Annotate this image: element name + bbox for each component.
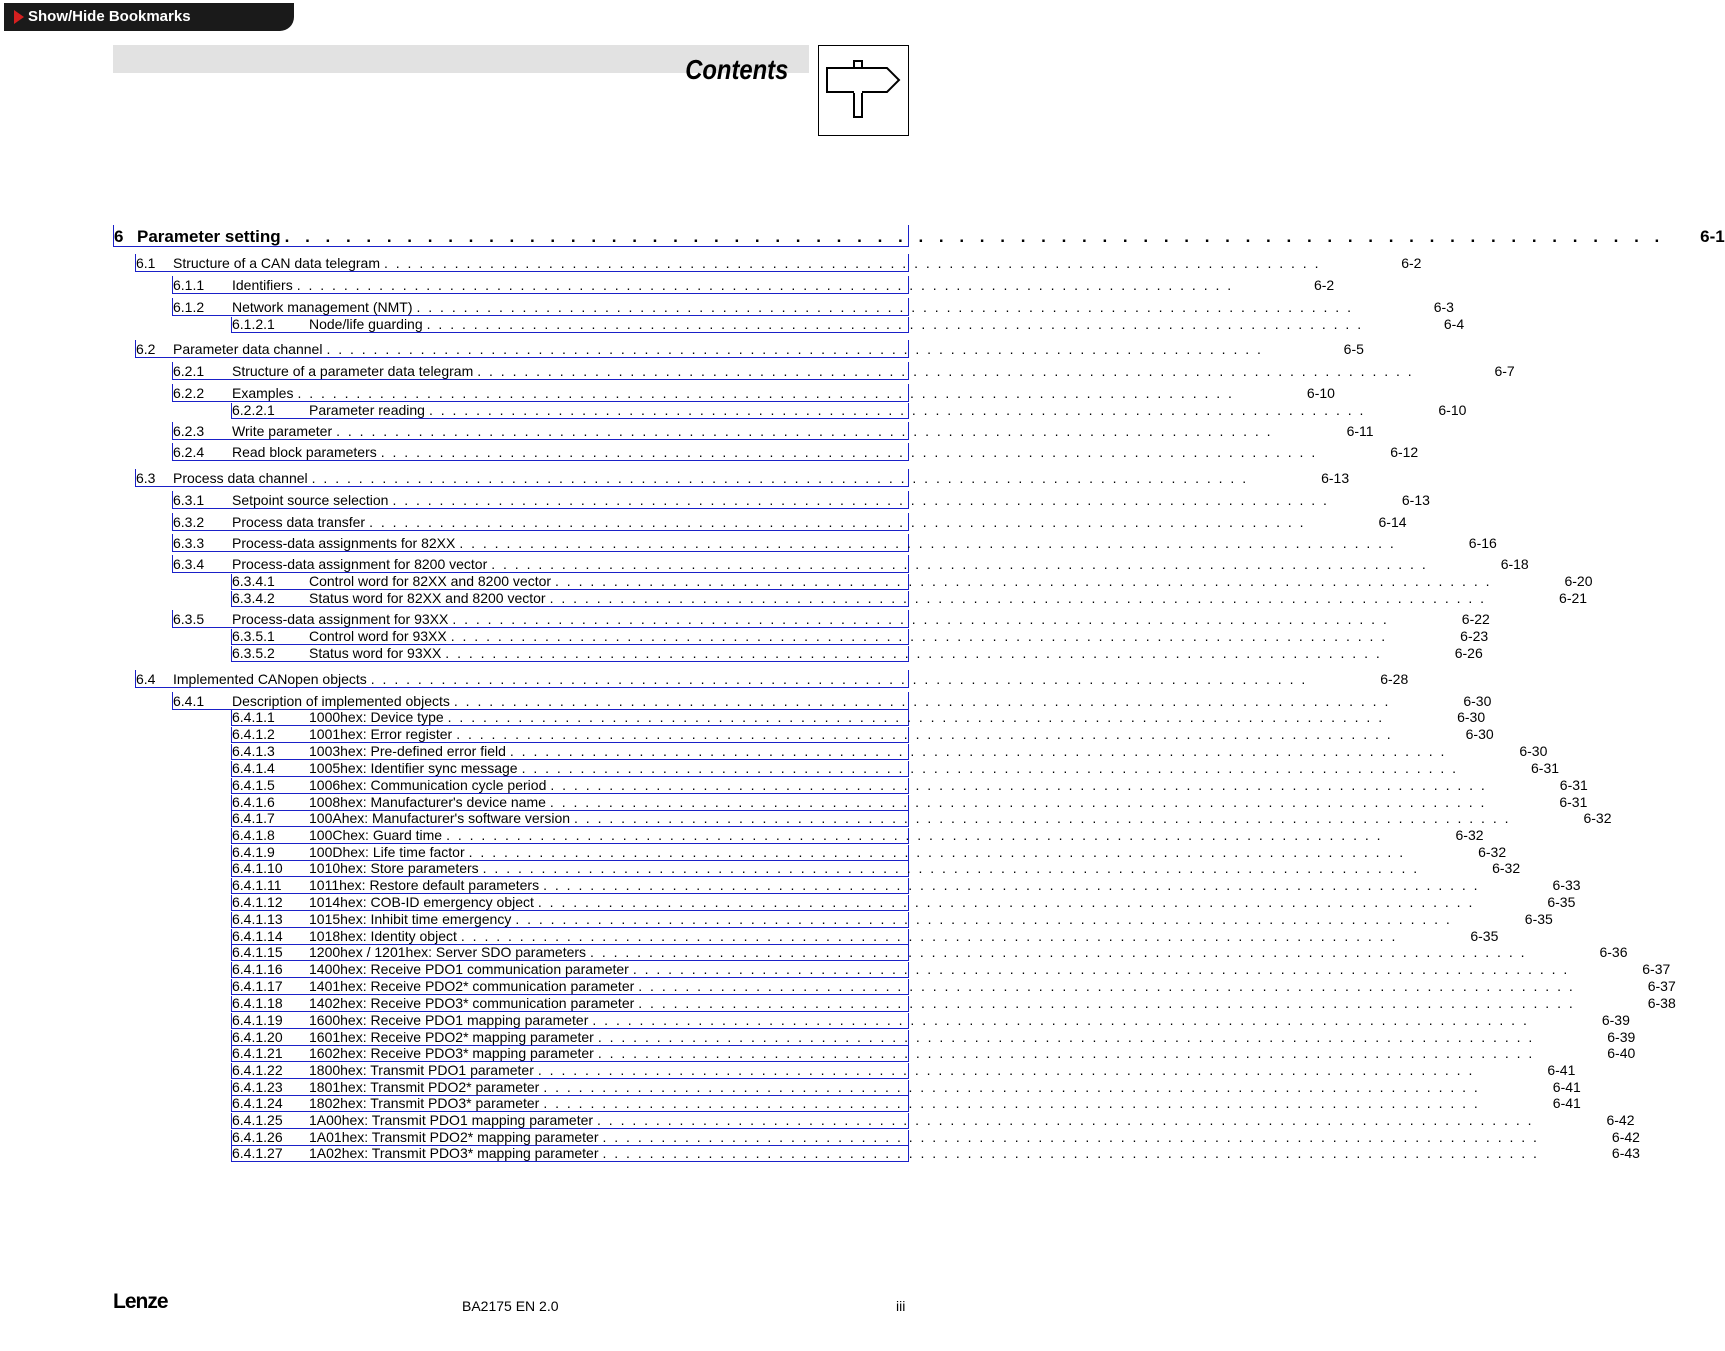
toc-dot-leader: . . . . . . . . . . . . . . . . . . . . . . . . . . . . . . . . . . . . . . . . . . . . . . . . . . . . . . . . . . . . . . . . . . . . . . . . . . . . . . . . (297, 385, 1234, 401)
toc-entry-page: 6-35 (1547, 894, 1576, 910)
toc-entry-title: Process-data assignment for 93XX (232, 611, 449, 627)
toc-entry-number: 6.4 (136, 671, 156, 687)
toc-entry-link[interactable] (172, 534, 1497, 552)
toc-dot-leader: . . . . . . . . . . . . . . . . . . . . . . . . . . . . . . . . . . . . . . . . . . . . . . . . . . . . . . . . . . . . . . . . . . . . . . . . . . . . . . . . (590, 944, 1527, 960)
toc-entry-link[interactable] (231, 1045, 1636, 1062)
toc-entry-title: Status word for 82XX and 8200 vector (309, 590, 546, 606)
toc-chapter-link[interactable] (113, 225, 1725, 247)
page-number: iii (896, 1298, 906, 1314)
toc-entry-number: 6.2 (136, 341, 156, 357)
toc-entry-number: 6.4.1.27 (232, 1145, 283, 1161)
toc-entry-page: 6-42 (1611, 1129, 1640, 1145)
toc-dot-leader: . . . . . . . . . . . . . . . . . . . . . . . . . . . . . . . . . . . . . . . . . . . . . . . . . . . . . . . . . . . . . . . . . . . . . . . . . . . . . . . . (592, 1012, 1529, 1028)
toc-dot-leader: . . . . . . . . . . . . . . . . . . . . . . . . . . . . . . . . . . . . . . . . . . . . . . . . . . . . . . . . . . . . . . . . . . . . . . . . . . . . . . . . (460, 928, 1398, 944)
toc-entry-number: 6.2.3 (173, 423, 205, 439)
toc-entry-title: 1A01hex: Transmit PDO2* mapping parameter (309, 1129, 599, 1145)
toc-entry-number: 6.3.5 (173, 611, 205, 627)
toc-entry-link[interactable] (231, 1129, 1640, 1146)
toc-dot-leader: . . . . . . . . . . . . . . . . . . . . . . . . . . . . . . . . . . . . . . . . . . . . . . . . . . . . . . . . . . . . . . . . . . . . . . . . . . . . . . . . (549, 590, 1487, 606)
toc-entry-page: 6-37 (1647, 978, 1676, 994)
toc-chapter-title: Parameter setting (137, 227, 281, 246)
toc-entry-number: 6.3.4.2 (232, 590, 275, 606)
toc-entry-number: 6.4.1.9 (232, 844, 275, 860)
toc-entry-title: 1400hex: Receive PDO1 communication parameter (309, 961, 629, 977)
toc-entry-title: 1006hex: Communication cycle period (309, 777, 547, 793)
toc-entry-title: Process-data assignments for 82XX (232, 535, 456, 551)
toc-entry-number: 6.4.1.21 (232, 1045, 283, 1061)
toc-entry-link[interactable] (231, 978, 1676, 995)
toc-entry-title: 100Dhex: Life time factor (309, 844, 465, 860)
toc-dot-leader: . . . . . . . . . . . . . . . . . . . . . . . . . . . . . . . . . . . . . . . . . . . . . . . . . . . . . . . . . . . . . . . . . . . . . . . . . . . . . . . . (447, 709, 1385, 725)
toc-entry-page: 6-3 (1433, 299, 1454, 315)
toc-entry-title: 1014hex: COB-ID emergency object (309, 894, 534, 910)
toc-entry-link[interactable] (231, 928, 1499, 945)
triangle-right-icon (14, 10, 24, 24)
toc-entry-link[interactable] (231, 894, 1576, 911)
toc-entry-title: 1A00hex: Transmit PDO1 mapping parameter (309, 1112, 594, 1128)
toc-dot-leader: . . . . . . . . . . . . . . . . . . . . . . . . . . . . . . . . . . . . . . . . . . . . . . . . . . . . . . . . . . . . . . . . . . . . . . . . . . . . . . . . (574, 810, 1511, 826)
toc-entry-page: 6-30 (1463, 693, 1492, 709)
toc-entry-number: 6.4.1 (173, 693, 205, 709)
toc-dot-leader: . . . . . . . . . . . . . . . . . . . . . . . . . . . . . . . . . . . . . . . . . . . . . . . . . . . . . . . . . . . . . . . . . . . . . . . . . . . . . . . . (326, 341, 1263, 357)
toc-entry-number: 6.4.1.5 (232, 777, 275, 793)
toc-entry-number: 6.4.1.12 (232, 894, 283, 910)
toc-entry-link[interactable] (231, 573, 1593, 590)
toc-entry-page: 6-16 (1468, 535, 1497, 551)
toc-entry-number: 6.4.1.23 (232, 1079, 283, 1095)
toc-entry-page: 6-13 (1321, 470, 1350, 486)
toc-entry-number: 6.2.2 (173, 385, 205, 401)
toc-entry-title: 1800hex: Transmit PDO1 parameter (309, 1062, 534, 1078)
toc-chapter-page: 6-1 (1700, 227, 1725, 246)
toc-entry-number: 6.4.1.1 (232, 709, 275, 725)
toc-entry-page: 6-40 (1607, 1045, 1636, 1061)
toc-entry-link[interactable] (231, 794, 1588, 811)
toc-entry-title: 1000hex: Device type (309, 709, 444, 725)
toc-entry-number: 6.2.2.1 (232, 402, 275, 418)
toc-entry-link[interactable] (231, 995, 1676, 1012)
toc-dot-leader: . . . . . . . . . . . . . . . . . . . . . . . . . . . . . . . . . . . . . . . . . . . . . . . . . . . . . . . . . . . . . . . . . . . . . . . . . . . . . . . . (515, 911, 1452, 927)
toc-entry-page: 6-13 (1401, 492, 1430, 508)
toc-entry-link[interactable] (135, 469, 1350, 487)
toc-dot-leader: . . . . . . . . . . . . . . . . . . . . . . . . . . . . . . . . . . . . . . . . . . . . . . . . . . . . . . . . . . . . . . . . . . . . (284, 227, 1665, 246)
toc-entry-link[interactable] (231, 877, 1581, 894)
toc-entry-title: 1200hex / 1201hex: Server SDO parameters (309, 944, 587, 960)
toc-entry-title: 1401hex: Receive PDO2* communication parameter (309, 978, 635, 994)
toc-entry-number: 6.4.1.13 (232, 911, 283, 927)
toc-entry-number: 6.3.4.1 (232, 573, 275, 589)
toc-dot-leader: . . . . . . . . . . . . . . . . . . . . . . . . . . . . . . . . . . . . . . . . . . . . . . . . . . . . . . . . . . . . . . . . . . . . . . . . . . . . . . . . (543, 1079, 1480, 1095)
toc-dot-leader: . . . . . . . . . . . . . . . . . . . . . . . . . . . . . . . . . . . . . . . . . . . . . . . . . . . . . . . . . . . . . . . . . . . . . . . . . . . . . . . . (311, 470, 1249, 486)
toc-entry-title: Parameter reading (309, 402, 425, 418)
toc-entry-number: 6.1.1 (173, 277, 205, 293)
toc-entry-page: 6-39 (1601, 1012, 1630, 1028)
toc-entry-number: 6.4.1.4 (232, 760, 275, 776)
toc-entry-number: 6.3.3 (173, 535, 205, 551)
toc-entry-page: 6-10 (1306, 385, 1335, 401)
toc-dot-leader: . . . . . . . . . . . . . . . . . . . . . . . . . . . . . . . . . . . . . . . . . . . . . . . . . . . . . . . . . . . . . . . . . . . . . . . . . . . . . . . . (384, 255, 1321, 271)
toc-entry-page: 6-22 (1461, 611, 1490, 627)
toc-entry-title: Read block parameters (232, 444, 377, 460)
toc-entry-link[interactable] (231, 1062, 1576, 1079)
toc-entry-number: 6.4.1.15 (232, 944, 283, 960)
toc-entry-page: 6-11 (1346, 423, 1374, 439)
toc-entry-number: 6.1 (136, 255, 156, 271)
toc-entry-title: 1003hex: Pre-defined error field (309, 743, 506, 759)
toc-entry-title: Control word for 82XX and 8200 vector (309, 573, 552, 589)
toc-entry-link[interactable] (172, 298, 1454, 316)
toc-entry-link[interactable] (172, 362, 1515, 380)
toc-entry-number: 6.4.1.18 (232, 995, 283, 1011)
toc-dot-leader: . . . . . . . . . . . . . . . . . . . . . . . . . . . . . . . . . . . . . . . . . . . . . . . . . . . . . . . . . . . . . . . . . . . . . . . . . . . . . . . . (537, 894, 1475, 910)
toc-entry-link[interactable] (231, 1079, 1581, 1096)
toc-entry-link[interactable] (172, 384, 1335, 402)
toc-entry-link[interactable] (231, 1012, 1630, 1029)
toc-entry-number: 6.4.1.17 (232, 978, 283, 994)
toc-entry-title: 100Ahex: Manufacturer's software version (309, 810, 571, 826)
toc-entry-page: 6-5 (1343, 341, 1364, 357)
toc-entry-page: 6-31 (1559, 777, 1588, 793)
toc-chapter-number: 6 (114, 227, 124, 246)
toc-dot-leader: . . . . . . . . . . . . . . . . . . . . . . . . . . . . . . . . . . . . . . . . . . . . . . . . . . . . . . . . . . . . . . . . . . . . . . . . . . . . . . . . (537, 1062, 1475, 1078)
toc-entry-title: Write parameter (232, 423, 333, 439)
toc-entry-link[interactable] (231, 709, 1486, 726)
toc-entry-number: 6.1.2 (173, 299, 205, 315)
toc-dot-leader: . . . . . . . . . . . . . . . . . . . . . . . . . . . . . . . . . . . . . . . . . . . . . . . . . . . . . . . . . . . . . . . . . . . . . . . . . . . . . . . . (392, 492, 1329, 508)
toc-dot-leader: . . . . . . . . . . . . . . . . . . . . . . . . . . . . . . . . . . . . . . . . . . . . . . . . . . . . . . . . . . . . . . . . . . . . . . . . . . . . . . . . (597, 1112, 1534, 1128)
toc-entry-link[interactable] (231, 645, 1483, 662)
toc-dot-leader: . . . . . . . . . . . . . . . . . . . . . . . . . . . . . . . . . . . . . . . . . . . . . . . . . . . . . . . . . . . . . . . . . . . . . . . . . . . . . . . . (638, 978, 1575, 994)
toc-dot-leader: . . . . . . . . . . . . . . . . . . . . . . . . . . . . . . . . . . . . . . . . . . . . . . . . . . . . . . . . . . . . . . . . . . . . . . . . . . . . . . . . (491, 556, 1428, 572)
toc-dot-leader: . . . . . . . . . . . . . . . . . . . . . . . . . . . . . . . . . . . . . . . . . . . . . . . . . . . . . . . . . . . . . . . . . . . . . . . . . . . . . . . . (482, 860, 1420, 876)
toc-entry-page: 6-31 (1559, 794, 1588, 810)
toc-entry-title: Node/life guarding (309, 316, 423, 332)
toc-entry-link[interactable] (231, 590, 1588, 607)
toc-dot-leader: . . . . . . . . . . . . . . . . . . . . . . . . . . . . . . . . . . . . . . . . . . . . . . . . . . . . . . . . . . . . . . . . . . . . . . . . . . . . . . . . (597, 1045, 1535, 1061)
toc-entry-title: Structure of a parameter data telegram (232, 363, 474, 379)
toc-entry-page: 6-33 (1552, 877, 1581, 893)
toc-entry-link[interactable] (231, 402, 1467, 419)
toc-entry-number: 6.3.4 (173, 556, 205, 572)
toc-entry-link[interactable] (231, 1112, 1635, 1129)
toc-entry-link[interactable] (172, 692, 1492, 710)
toc-entry-page: 6-2 (1401, 255, 1422, 271)
toc-entry-link[interactable] (231, 777, 1588, 794)
toc-entry-number: 6.1.2.1 (232, 316, 275, 332)
toc-dot-leader: . . . . . . . . . . . . . . . . . . . . . . . . . . . . . . . . . . . . . . . . . . . . . . . . . . . . . . . . . . . . . . . . . . . . . . . . . . . . . . . . (602, 1145, 1539, 1161)
signpost-icon-box (818, 45, 909, 136)
toc-entry-link[interactable] (231, 1029, 1636, 1046)
toc-dot-leader: . . . . . . . . . . . . . . . . . . . . . . . . . . . . . . . . . . . . . . . . . . . . . . . . . . . . . . . . . . . . . . . . . . . . . . . . . . . . . . . . (336, 423, 1273, 439)
toc-entry-link[interactable] (231, 743, 1548, 760)
toc-entry-link[interactable] (231, 628, 1489, 645)
toc-entry-page: 6-4 (1443, 316, 1465, 332)
toc-entry-number: 6.3.1 (173, 492, 205, 508)
toc-entry-link[interactable] (231, 961, 1671, 978)
toc-entry-number: 6.4.1.22 (232, 1062, 283, 1078)
document-id: BA2175 EN 2.0 (462, 1298, 559, 1314)
toc-entry-link[interactable] (172, 491, 1430, 509)
toc-entry-page: 6-37 (1642, 961, 1671, 977)
toc-entry-page: 6-32 (1492, 860, 1521, 876)
toc-entry-page: 6-35 (1524, 911, 1553, 927)
toc-entry-link[interactable] (231, 827, 1484, 844)
toc-entry-title: 1601hex: Receive PDO2* mapping parameter (309, 1029, 594, 1045)
toc-dot-leader: . . . . . . . . . . . . . . . . . . . . . . . . . . . . . . . . . . . . . . . . . . . . . . . . . . . . . . . . . . . . . . . . . . . . . . . . . . . . . . . . (555, 573, 1492, 589)
toc-entry-number: 6.3.5.1 (232, 628, 275, 644)
toc-entry-page: 6-38 (1647, 995, 1676, 1011)
toc-entry-page: 6-32 (1455, 827, 1484, 843)
toc-entry-link[interactable] (231, 944, 1628, 961)
toc-entry-title: Process-data assignment for 8200 vector (232, 556, 488, 572)
toc-dot-leader: . . . . . . . . . . . . . . . . . . . . . . . . . . . . . . . . . . . . . . . . . . . . . . . . . . . . . . . . . . . . . . . . . . . . . . . . . . . . . . . . (453, 693, 1391, 709)
toc-entry-page: 6-30 (1465, 726, 1494, 742)
toc-entry-title: 1801hex: Transmit PDO2* parameter (309, 1079, 540, 1095)
toc-dot-leader: . . . . . . . . . . . . . . . . . . . . . . . . . . . . . . . . . . . . . . . . . . . . . . . . . . . . . . . . . . . . . . . . . . . . . . . . . . . . . . . . (450, 628, 1388, 644)
toc-entry-link[interactable] (231, 860, 1521, 877)
toc-entry-title: 1600hex: Receive PDO1 mapping parameter (309, 1012, 589, 1028)
toc-entry-page: 6-14 (1378, 514, 1407, 530)
lenze-logo: Lenze (113, 1290, 168, 1313)
toc-entry-number: 6.4.1.11 (232, 877, 282, 893)
toc-dot-leader: . . . . . . . . . . . . . . . . . . . . . . . . . . . . . . . . . . . . . . . . . . . . . . . . . . . . . . . . . . . . . . . . . . . . . . . . . . . . . . . . (446, 827, 1383, 843)
toc-entry-title: 1A02hex: Transmit PDO3* mapping parameter (309, 1145, 599, 1161)
toc-entry-title: 1802hex: Transmit PDO3* parameter (309, 1095, 540, 1111)
toc-entry-number: 6.4.1.24 (232, 1095, 283, 1111)
toc-dot-leader: . . . . . . . . . . . . . . . . . . . . . . . . . . . . . . . . . . . . . . . . . . . . . . . . . . . . . . . . . . . . . . . . . . . . . . . . . . . . . . . . (543, 877, 1480, 893)
toc-entry-title: Implemented CANopen objects (173, 671, 367, 687)
toc-entry-page: 6-30 (1519, 743, 1548, 759)
toc-entry-number: 6.2.4 (173, 444, 205, 460)
toc-entry-link[interactable] (172, 276, 1335, 294)
toc-dot-leader: . . . . . . . . . . . . . . . . . . . . . . . . . . . . . . . . . . . . . . . . . . . . . . . . . . . . . . . . . . . . . . . . . . . . . . . . . . . . . . . . (597, 1029, 1535, 1045)
toc-entry-number: 6.3 (136, 470, 156, 486)
toc-entry-title: Network management (NMT) (232, 299, 413, 315)
toc-entry-link[interactable] (172, 610, 1490, 628)
toc-entry-title: Setpoint source selection (232, 492, 389, 508)
toc-entry-number: 6.3.2 (173, 514, 205, 530)
toc-entry-link[interactable] (135, 340, 1364, 358)
show-hide-bookmarks-button[interactable] (4, 3, 294, 31)
toc-entry-title: 100Chex: Guard time (309, 827, 443, 843)
toc-entry-link[interactable] (231, 844, 1507, 861)
toc-entry-title: Status word for 93XX (309, 645, 442, 661)
toc-dot-leader: . . . . . . . . . . . . . . . . . . . . . . . . . . . . . . . . . . . . . . . . . . . . . . . . . . . . . . . . . . . . . . . . . . . . . . . . . . . . . . . . (477, 363, 1414, 379)
toc-entry-page: 6-31 (1531, 760, 1560, 776)
toc-entry-page: 6-32 (1478, 844, 1507, 860)
toc-entry-page: 6-30 (1457, 709, 1486, 725)
toc-dot-leader: . . . . . . . . . . . . . . . . . . . . . . . . . . . . . . . . . . . . . . . . . . . . . . . . . . . . . . . . . . . . . . . . . . . . . . . . . . . . . . . . (638, 995, 1575, 1011)
toc-entry-number: 6.4.1.19 (232, 1012, 283, 1028)
toc-entry-page: 6-39 (1607, 1029, 1636, 1045)
toc-entry-page: 6-28 (1380, 671, 1409, 687)
toc-entry-number: 6.2.1 (173, 363, 205, 379)
toc-entry-number: 6.4.1.7 (232, 810, 275, 826)
toc-dot-leader: . . . . . . . . . . . . . . . . . . . . . . . . . . . . . . . . . . . . . . . . . . . . . . . . . . . . . . . . . . . . . . . . . . . . . . . . . . . . . . . . (632, 961, 1570, 977)
toc-entry-number: 6.3.5.2 (232, 645, 275, 661)
toc-entry-title: 1001hex: Error register (309, 726, 453, 742)
toc-dot-leader: . . . . . . . . . . . . . . . . . . . . . . . . . . . . . . . . . . . . . . . . . . . . . . . . . . . . . . . . . . . . . . . . . . . . . . . . . . . . . . . . (452, 611, 1389, 627)
toc-entry-number: 6.4.1.25 (232, 1112, 283, 1128)
toc-entry-page: 6-12 (1390, 444, 1419, 460)
toc-entry-title: 1602hex: Receive PDO3* mapping parameter (309, 1045, 594, 1061)
toc-entry-title: Identifiers (232, 277, 293, 293)
toc-entry-link[interactable] (231, 726, 1494, 743)
toc-dot-leader: . . . . . . . . . . . . . . . . . . . . . . . . . . . . . . . . . . . . . . . . . . . . . . . . . . . . . . . . . . . . . . . . . . . . . . . . . . . . . . . . (370, 671, 1308, 687)
toc-entry-number: 6.4.1.8 (232, 827, 275, 843)
toc-entry-number: 6.4.1.10 (232, 860, 283, 876)
toc-entry-link[interactable] (231, 1145, 1640, 1162)
toc-entry-title: 1005hex: Identifier sync message (309, 760, 518, 776)
toc-entry-number: 6.4.1.2 (232, 726, 275, 742)
toc-entry-title: 1010hex: Store parameters (309, 860, 479, 876)
toc-entry-link[interactable] (135, 670, 1409, 688)
toc-entry-number: 6.4.1.16 (232, 961, 283, 977)
toc-entry-page: 6-7 (1494, 363, 1515, 379)
toc-entry-page: 6-26 (1454, 645, 1483, 661)
toc-entry-link[interactable] (172, 443, 1419, 461)
page-title-wrap (500, 54, 788, 94)
toc-dot-leader: . . . . . . . . . . . . . . . . . . . . . . . . . . . . . . . . . . . . . . . . . . . . . . . . . . . . . . . . . . . . . . . . . . . . . . . . . . . . . . . . (602, 1129, 1539, 1145)
toc-dot-leader: . . . . . . . . . . . . . . . . . . . . . . . . . . . . . . . . . . . . . . . . . . . . . . . . . . . . . . . . . . . . . . . . . . . . . . . . . . . . . . . . (550, 777, 1487, 793)
toc-entry-number: 6.4.1.20 (232, 1029, 283, 1045)
toc-dot-leader: . . . . . . . . . . . . . . . . . . . . . . . . . . . . . . . . . . . . . . . . . . . . . . . . . . . . . . . . . . . . . . . . . . . . . . . . . . . . . . . . (456, 726, 1393, 742)
toc-entry-title: Process data channel (173, 470, 308, 486)
toc-entry-page: 6-18 (1500, 556, 1529, 572)
toc-entry-link[interactable] (172, 555, 1529, 573)
toc-entry-link[interactable] (231, 760, 1560, 777)
toc-entry-title: Structure of a CAN data telegram (173, 255, 380, 271)
toc-entry-page: 6-35 (1470, 928, 1499, 944)
toc-dot-leader: . . . . . . . . . . . . . . . . . . . . . . . . . . . . . . . . . . . . . . . . . . . . . . . . . . . . . . . . . . . . . . . . . . . . . . . . . . . . . . . . (369, 514, 1306, 530)
toc-entry-link[interactable] (231, 810, 1612, 827)
toc-entry-title: 1008hex: Manufacturer's device name (309, 794, 546, 810)
page-title: Contents (684, 54, 788, 85)
toc-entry-page: 6-36 (1599, 944, 1628, 960)
show-hide-bookmarks-label: Show/Hide Bookmarks (28, 8, 191, 25)
toc-entry-number: 6.4.1.14 (232, 928, 283, 944)
toc-dot-leader: . . . . . . . . . . . . . . . . . . . . . . . . . . . . . . . . . . . . . . . . . . . . . . . . . . . . . . . . . . . . . . . . . . . . . . . . . . . . . . . . (509, 743, 1447, 759)
toc-dot-leader: . . . . . . . . . . . . . . . . . . . . . . . . . . . . . . . . . . . . . . . . . . . . . . . . . . . . . . . . . . . . . . . . . . . . . . . . . . . . . . . . (521, 760, 1459, 776)
toc-entry-link[interactable] (231, 1095, 1581, 1112)
toc-entry-title: Control word for 93XX (309, 628, 447, 644)
toc-entry-page: 6-42 (1606, 1112, 1635, 1128)
toc-entry-page: 6-20 (1564, 573, 1593, 589)
toc-dot-leader: . . . . . . . . . . . . . . . . . . . . . . . . . . . . . . . . . . . . . . . . . . . . . . . . . . . . . . . . . . . . . . . . . . . . . . . . . . . . . . . . (459, 535, 1396, 551)
toc-entry-title: 1015hex: Inhibit time emergency (309, 911, 512, 927)
toc-entry-page: 6-41 (1547, 1062, 1576, 1078)
toc-dot-leader: . . . . . . . . . . . . . . . . . . . . . . . . . . . . . . . . . . . . . . . . . . . . . . . . . . . . . . . . . . . . . . . . . . . . . . . . . . . . . . . . (416, 299, 1353, 315)
toc-entry-page: 6-10 (1438, 402, 1467, 418)
toc-entry-title: Description of implemented objects (232, 693, 450, 709)
toc-dot-leader: . . . . . . . . . . . . . . . . . . . . . . . . . . . . . . . . . . . . . . . . . . . . . . . . . . . . . . . . . . . . . . . . . . . . . . . . . . . . . . . . (428, 402, 1366, 418)
toc-entry-title: Examples (232, 385, 294, 401)
toc-entry-title: 1402hex: Receive PDO3* communication parameter (309, 995, 635, 1011)
toc-dot-leader: . . . . . . . . . . . . . . . . . . . . . . . . . . . . . . . . . . . . . . . . . . . . . . . . . . . . . . . . . . . . . . . . . . . . . . . . . . . . . . . . (445, 645, 1382, 661)
toc-dot-leader: . . . . . . . . . . . . . . . . . . . . . . . . . . . . . . . . . . . . . . . . . . . . . . . . . . . . . . . . . . . . . . . . . . . . . . . . . . . . . . . . (543, 1095, 1480, 1111)
toc-entry-link[interactable] (172, 422, 1374, 440)
toc-dot-leader: . . . . . . . . . . . . . . . . . . . . . . . . . . . . . . . . . . . . . . . . . . . . . . . . . . . . . . . . . . . . . . . . . . . . . . . . . . . . . . . . (380, 444, 1318, 460)
toc-entry-number: 6.4.1.26 (232, 1129, 283, 1145)
toc-entry-title: 1011hex: Restore default parameters (309, 877, 540, 893)
signpost-icon (819, 46, 908, 135)
toc-entry-page: 6-23 (1460, 628, 1489, 644)
toc-entry-link[interactable] (135, 254, 1422, 272)
toc-entry-page: 6-43 (1611, 1145, 1640, 1161)
toc-entry-number: 6.4.1.3 (232, 743, 275, 759)
toc-dot-leader: . . . . . . . . . . . . . . . . . . . . . . . . . . . . . . . . . . . . . . . . . . . . . . . . . . . . . . . . . . . . . . . . . . . . . . . . . . . . . . . . (468, 844, 1406, 860)
toc-entry-number: 6.4.1.6 (232, 794, 275, 810)
toc-entry-page: 6-41 (1552, 1095, 1581, 1111)
toc-entry-page: 6-21 (1559, 590, 1588, 606)
toc-dot-leader: . . . . . . . . . . . . . . . . . . . . . . . . . . . . . . . . . . . . . . . . . . . . . . . . . . . . . . . . . . . . . . . . . . . . . . . . . . . . . . . . (426, 316, 1364, 332)
toc-entry-link[interactable] (231, 316, 1465, 333)
toc-entry-page: 6-2 (1313, 277, 1335, 293)
toc-entry-page: 6-41 (1552, 1079, 1581, 1095)
toc-entry-link[interactable] (172, 513, 1407, 531)
toc-entry-title: Process data transfer (232, 514, 366, 530)
toc-entry-title: Parameter data channel (173, 341, 323, 357)
toc-dot-leader: . . . . . . . . . . . . . . . . . . . . . . . . . . . . . . . . . . . . . . . . . . . . . . . . . . . . . . . . . . . . . . . . . . . . . . . . . . . . . . . . (549, 794, 1487, 810)
toc-entry-title: 1018hex: Identity object (309, 928, 457, 944)
toc-entry-link[interactable] (231, 911, 1553, 928)
toc-entry-page: 6-32 (1583, 810, 1612, 826)
toc-dot-leader: . . . . . . . . . . . . . . . . . . . . . . . . . . . . . . . . . . . . . . . . . . . . . . . . . . . . . . . . . . . . . . . . . . . . . . . . . . . . . . . . (296, 277, 1234, 293)
